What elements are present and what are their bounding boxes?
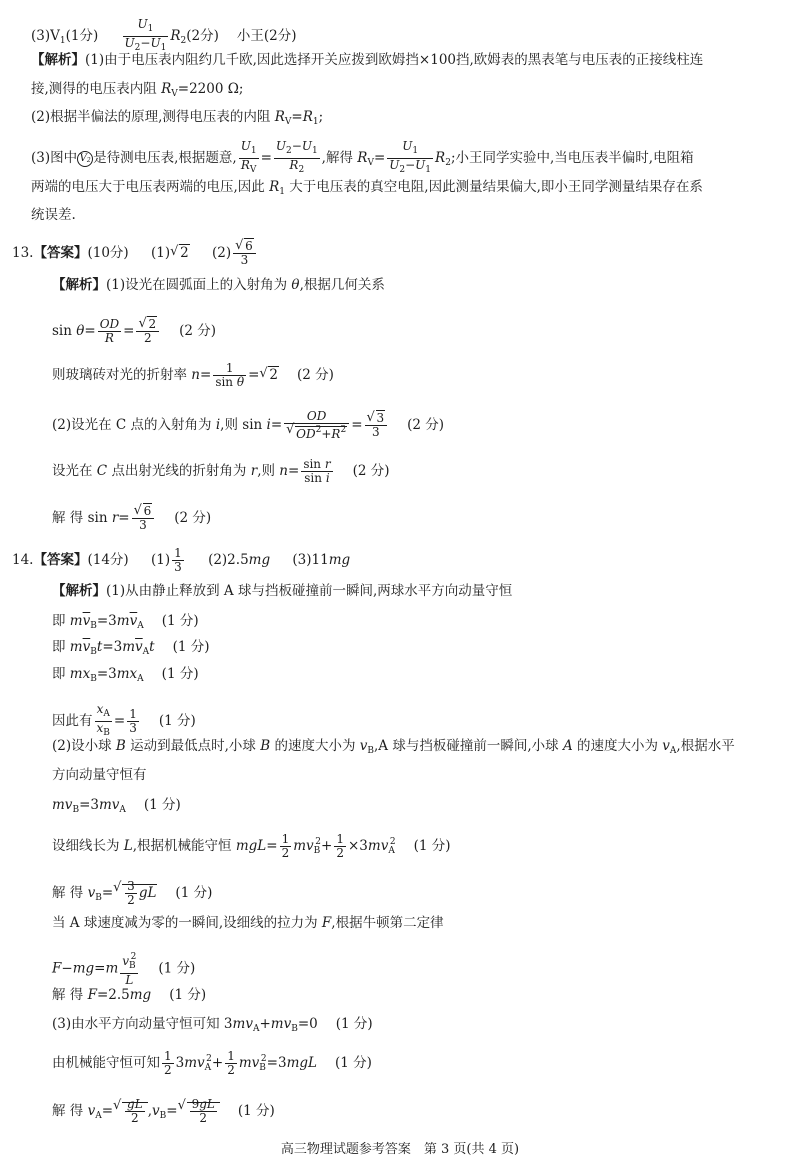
q14-eq-3: 即 $mx_B=3mx_A$ (1 分) [52,666,199,684]
fraction: $\frac{U_1}{U_2-U_1}$ [124,17,167,53]
q12-expl-3: (3)图中 $V_2$ 是待测电压表,根据题意, $\frac{U_1}{R_V}$ = $\frac{U_2-U_1}{R_2}$ ,解得 $R_V=$ $\frac{U_1}{U_2-U_1}$ $R_2$;小王同学实验中,当电压表半偏时,电阻箱 [31,139,694,175]
voltmeter-symbol-icon: $V_2$ [77,151,93,167]
q13-eq-sin-i: (2)设光在 C 点的入射角为 i,则 sin i= OD √ $OD^2+R^2$ = √ $\frac{3}{3}$ (2 分) [52,410,444,441]
q14-answer: 14.【答案】(14分) (1) $\frac{1}{3}$ (2)2.5mg (3)11mg [12,546,351,574]
q12-expl-1b: 接,测得的电压表内阻 $R_V=2200$ Ω; [31,81,244,99]
q14-eq-12: 解 得 $v_A=$ √ $\frac{gL}{2}$ $,v_B=$ √ $\frac{9gL}{2}$ (1 分) [52,1098,275,1125]
q13-answer: 13.【答案】(10分) (1) √ 2 (2) √ $\frac{6}{3}$ [12,240,258,267]
q14-expl-1: 【解析】(1)从由静止释放到 A 球与挡板碰撞前一瞬间,两球水平方向动量守恒 [52,583,513,599]
q14-eq-11: 由机械能守恒可知 $\frac{1}{2}$ $3mv_A^2+$ $\frac{1}{2}$ $mv_B^2=3mgL$ (1 分) [52,1049,372,1077]
q13-eq-n2: 设光在 C 点出射光线的折射角为 r,则 n= $\frac{\text{sin r}}{\text{sin i}}$ (2 分) [52,457,390,485]
q14-eq-9: 解 得 F=2.5mg (1 分) [52,987,207,1003]
q12-answer-3: $(3)V_1(1$分) $\frac{U_1}{U_2-U_1}$ $R_2(2$分) 小王(2分) [31,17,297,53]
q14-eq-7: 解 得 $v_B=$ √ $\frac{3}{2}$ gL (1 分) [52,880,212,907]
q14-eq-4: 因此有 $\frac{x_A}{x_B}$ = $\frac{1}{3}$ (1 分) [52,702,196,738]
q14-p2-1: (2)设小球 B 运动到最低点时,小球 B 的速度大小为 $v_B,A$ 球与挡板碰撞前一瞬间,小球 A 的速度大小为 $v_A$,根据水平 [52,738,735,756]
q13-eq-sin-theta: sin θ= $\frac{OD}{R}$ = √ $\frac{2}{2}$ (2 分) [52,318,216,345]
q14-eq-6: 设细线长为 L,根据机械能守恒 mgL= $\frac{1}{2}$ $mv_B^2+$ $\frac{1}{2}$ $\times 3mv_A^2$ (1 分) [52,832,451,860]
q14-eq-2: 即 $m\overline{v}_Bt=3m\overline{v}_At$ (1 分) [52,639,210,657]
q14-p2-2: 方向动量守恒有 [52,767,147,783]
q12-expl-3b: 两端的电压大于电压表两端的电压,因此 $R_1$ 大于电压表的真空电阻,因此测量结果偏大,即小王同学测量结果存在系 [31,179,703,197]
q14-eq-5: $mv_B=3mv_A$ (1 分) [52,797,181,815]
q14-eq-8: F−mg=m $\frac{v_B^2}{L}$ (1 分) [52,952,196,987]
q13-eq-n: 则玻璃砖对光的折射率 n= $\frac{1}{\text{sin θ}}$ = √ 2 (2 分) [52,362,334,389]
q14-eq-10: (3)由水平方向动量守恒可知 $3mv_A+mv_B=0$ (1 分) [52,1016,373,1034]
page-footer: 高三物理试题参考答案 第 3 页(共 4 页) [280,1142,520,1157]
q12-expl-2: (2)根据半偏法的原理,测得电压表的内阻 $R_V=R_1$; [31,109,324,127]
q12-expl-3c: 统误差. [31,207,76,223]
q13-expl-1: 【解析】(1)设光在圆弧面上的入射角为 θ,根据几何关系 [52,277,385,293]
q13-eq-sin-r: 解 得 sin r= √ $\frac{6}{3}$ (2 分) [52,505,211,532]
q12-expl-1: 【解析】(1)由于电压表内阻约几千欧,因此选择开关应拨到欧姆挡×100挡,欧姆表的黑表笔与电压表的正接线柱连 [31,52,704,68]
q14-eq-1: 即 $m\overline{v}_B=3m\overline{v}_A$ (1 分) [52,613,199,631]
q14-l8: 当 A 球速度减为零的一瞬间,设细线的拉力为 F,根据牛顿第二定律 [52,915,444,931]
